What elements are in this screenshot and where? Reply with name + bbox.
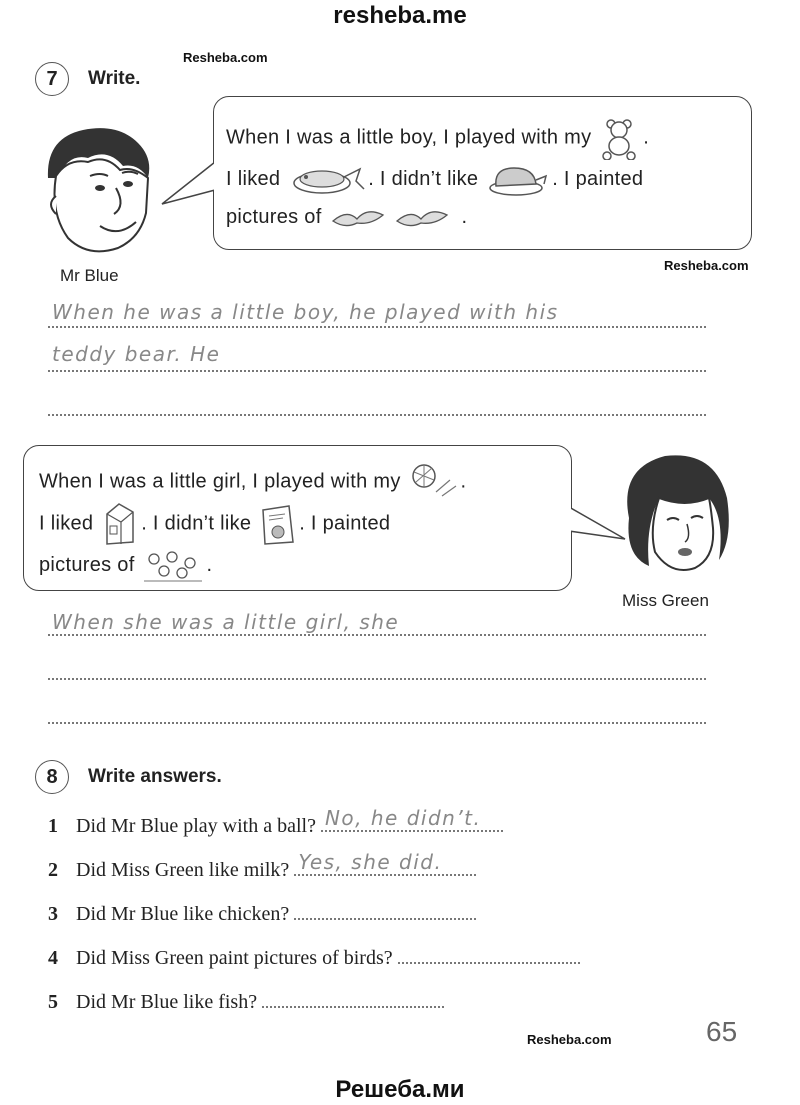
question xyxy=(48,946,580,970)
answer-field[interactable] xyxy=(294,902,476,920)
answer-line[interactable] xyxy=(48,326,706,328)
exercise-number: 8 xyxy=(35,760,69,794)
bubble-text xyxy=(39,462,564,584)
speaker-name: Mr Blue xyxy=(60,266,119,285)
question-text: Did Mr Blue like chicken? xyxy=(76,903,290,925)
bubble-line: . I didn’t like xyxy=(368,168,479,190)
bubble-line: I liked xyxy=(39,512,94,535)
question xyxy=(48,990,444,1014)
answer-line[interactable] xyxy=(48,634,706,636)
answer-line[interactable] xyxy=(48,678,706,680)
chicken-icon xyxy=(484,162,552,198)
bubble-text xyxy=(226,116,746,236)
bubble-punct: . xyxy=(206,554,213,576)
answer-line[interactable] xyxy=(48,414,706,416)
page-number: 65 xyxy=(706,1016,738,1047)
question-text: Did Miss Green like milk? xyxy=(76,859,290,881)
answer-field[interactable] xyxy=(398,946,580,964)
answer-line[interactable] xyxy=(48,370,706,372)
question xyxy=(48,806,503,838)
bubble-line: pictures of xyxy=(39,554,135,576)
question-number: 4 xyxy=(48,947,58,969)
fish-icon xyxy=(286,163,368,197)
question-number: 3 xyxy=(48,903,58,925)
bubble-line: When I was a little girl, I played with my xyxy=(39,470,401,493)
question xyxy=(48,902,476,926)
bubble-line: . I painted xyxy=(552,168,644,190)
speaker-name: Miss Green xyxy=(622,591,709,610)
watermark: Resheba.com xyxy=(527,1032,612,1047)
question-number: 2 xyxy=(48,859,58,881)
orange-juice-icon xyxy=(257,502,299,546)
site-header[interactable]: resheba.me xyxy=(333,2,467,29)
site-footer[interactable]: Решеба.ми xyxy=(335,1076,465,1103)
answer-field[interactable] xyxy=(321,806,503,832)
answer-field[interactable] xyxy=(294,850,476,876)
bubble-punct: . xyxy=(460,470,467,493)
watermark: Resheba.com xyxy=(664,258,749,273)
mr-blue-face xyxy=(28,118,168,268)
teddy-bear-icon xyxy=(597,116,643,160)
answer-line[interactable] xyxy=(48,722,706,724)
bubble-line: pictures of xyxy=(226,206,322,228)
milk-carton-icon xyxy=(99,502,141,546)
question-number: 1 xyxy=(48,815,58,837)
exercise-title: Write answers. xyxy=(88,766,222,787)
answer-field[interactable] xyxy=(262,990,444,1008)
bubble-line: . I didn’t like xyxy=(141,512,252,535)
bubble-punct: . xyxy=(643,126,650,149)
handwritten-answer: When he was a little boy, he played with his xyxy=(52,300,559,324)
question-text: Did Miss Green paint pictures of birds? xyxy=(76,947,393,969)
speech-bubble-tail xyxy=(160,160,218,210)
question-text: Did Mr Blue like fish? xyxy=(76,991,258,1013)
handwritten-answer: teddy bear. He xyxy=(52,342,221,366)
bubble-line: I liked xyxy=(226,168,281,190)
question-text: Did Mr Blue play with a ball? xyxy=(76,815,316,837)
bubble-punct: . xyxy=(461,206,468,228)
question-number: 5 xyxy=(48,991,58,1013)
watermark: Resheba.com xyxy=(183,50,268,65)
exercise-number: 7 xyxy=(35,62,69,96)
flowers-icon xyxy=(140,549,206,583)
birds-icon xyxy=(327,203,461,233)
question xyxy=(48,850,476,882)
handwritten-answer: No, he didn’t. xyxy=(324,806,482,830)
handwritten-answer: When she was a little girl, she xyxy=(52,610,400,634)
bubble-line: . I painted xyxy=(299,512,391,535)
ball-icon xyxy=(406,462,460,502)
exercise-title: Write. xyxy=(88,68,141,89)
miss-green-face xyxy=(615,448,735,588)
bubble-line: When I was a little boy, I played with my xyxy=(226,126,592,149)
handwritten-answer: Yes, she did. xyxy=(298,850,443,874)
